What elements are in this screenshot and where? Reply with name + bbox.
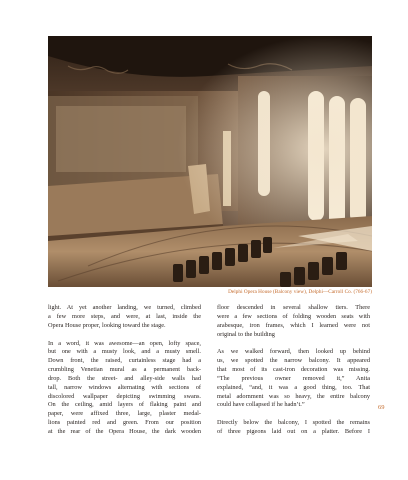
page-number: 69 (378, 404, 385, 411)
left-text-column (48, 304, 201, 446)
opera-house-interior-image (48, 36, 372, 287)
paragraph (48, 340, 201, 437)
opera-house-photo (48, 36, 372, 287)
text-line: In a word, it was awesome—an open, lofty space, (48, 339, 201, 347)
text-line: crumbling Venetian mural as a permanent back- (48, 366, 201, 374)
text-line: of three pigeons laid out on a platter. Before I (217, 428, 370, 436)
text-line: Directly below the balcony, I spotted the remains (217, 419, 370, 427)
text-line: floor descended in several shallow tiers. There (217, 304, 370, 311)
text-line: light. At yet another landing, we turned, climbed (48, 304, 201, 311)
text-line: that most of its cast-iron decoration was missing. (217, 366, 370, 374)
text-line: us, we spotted the narrow balcony. It appeared (217, 357, 370, 365)
text-line: could have collapsed if he hadn’t.” (217, 401, 305, 409)
text-line: drop. Both the street- and alley-side walls had (48, 374, 201, 382)
text-line: Down front, the raised, curtainless stage had a (48, 357, 201, 365)
text-line: On the ceiling, amid layers of flaking paint and (48, 401, 201, 409)
paragraph (217, 304, 370, 339)
text-line: Opera House proper, looking toward the stage. (48, 321, 166, 329)
text-line: tall, narrow windows alternating with sections of (48, 383, 201, 391)
text-line: a few more steps, and were, at last, inside the (48, 312, 201, 320)
photo-caption: Delphi Opera House (Balcony view), Delphi—Carroll Co. (766-67) (228, 289, 372, 295)
text-line: metal adornment was so heavy, the entire balcony (217, 392, 370, 400)
text-line: but one with a musty look, and a musty smell. (48, 348, 201, 356)
text-line: “The previous owner removed it,” Anita (217, 374, 370, 382)
text-line: lions painted red and green. From our position (48, 419, 201, 427)
text-line: As we walked forward, then looked up behind (217, 348, 370, 356)
text-line: at the rear of the Opera House, the dark wooden (48, 427, 201, 435)
paragraph (217, 419, 370, 437)
text-line: explained, “and, it was a good thing, too. That (217, 383, 370, 391)
text-line: original to the building (217, 330, 275, 338)
text-line: discolored wallpaper depicting swimming swans. (48, 392, 201, 400)
right-text-column (217, 304, 370, 446)
paragraph (48, 304, 201, 331)
text-line: were a few sections of folding wooden seats with (217, 312, 370, 320)
paragraph (217, 348, 370, 410)
text-line: paper, were affixed three, large, plaster medal- (48, 410, 201, 418)
text-line: arabesque, iron frames, which I learned were not (217, 321, 370, 329)
